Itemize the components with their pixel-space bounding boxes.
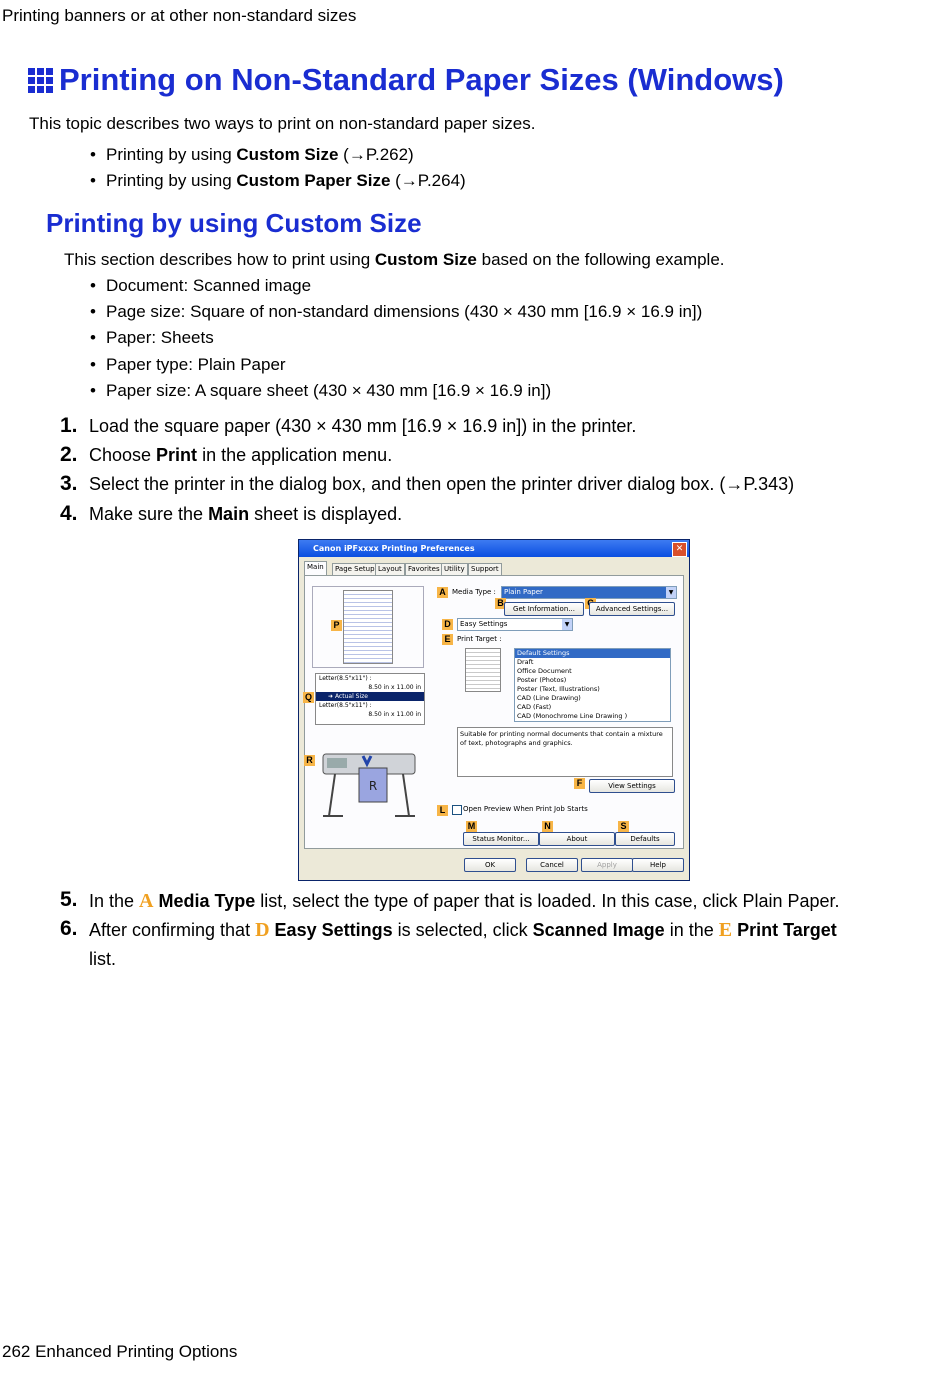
list-item[interactable]: Office Document bbox=[517, 667, 572, 675]
close-icon[interactable]: ✕ bbox=[672, 542, 687, 557]
dialog-title: Canon iPFxxxx Printing Preferences bbox=[299, 540, 689, 557]
list-item[interactable]: CAD (Monochrome Line Drawing ) bbox=[517, 712, 628, 720]
label-e: E bbox=[442, 634, 453, 645]
tab-page-setup[interactable]: Page Setup bbox=[332, 563, 378, 576]
list-item[interactable]: Default Settings bbox=[515, 649, 670, 658]
page-preview bbox=[343, 590, 393, 664]
section-title: Printing by using Custom Size bbox=[46, 208, 422, 238]
step-number: 2. bbox=[60, 443, 78, 466]
list-item[interactable]: Draft bbox=[517, 658, 534, 666]
label-l: L bbox=[437, 805, 448, 816]
media-type-label: Media Type : bbox=[452, 588, 496, 596]
preview-checkbox-label: Open Preview When Print Job Starts bbox=[463, 805, 588, 813]
running-footer: 262 Enhanced Printing Options bbox=[2, 1342, 238, 1361]
media-type-select[interactable]: Plain Paper ▼ bbox=[501, 586, 677, 599]
tab-utility[interactable]: Utility bbox=[441, 563, 468, 576]
page-title-text: Printing on Non-Standard Paper Sizes (Windows) bbox=[59, 62, 784, 97]
label-q: Q bbox=[304, 692, 312, 702]
apply-button[interactable]: Apply bbox=[581, 858, 633, 872]
running-header: Printing banners or at other non-standard sizes bbox=[2, 6, 357, 25]
example-bullet: • Paper: Sheets bbox=[106, 328, 214, 348]
print-target-label: Print Target : bbox=[457, 635, 502, 643]
intro-bullet: • Printing by using Custom Size (→P.262) bbox=[106, 145, 414, 165]
cancel-button[interactable]: Cancel bbox=[526, 858, 578, 872]
tab-layout[interactable]: Layout bbox=[375, 563, 405, 576]
printer-preferences-dialog bbox=[298, 539, 690, 881]
label-f: F bbox=[574, 778, 585, 789]
list-item[interactable]: Poster (Photos) bbox=[517, 676, 567, 684]
chevron-down-icon: ▼ bbox=[562, 619, 572, 630]
get-information-button[interactable]: Get Information... bbox=[504, 602, 584, 616]
main-sheet bbox=[304, 575, 684, 849]
tab-favorites[interactable]: Favorites bbox=[405, 563, 443, 576]
label-d: D bbox=[442, 619, 453, 630]
label-p: P bbox=[331, 620, 342, 631]
page-title bbox=[28, 62, 784, 98]
arrow-down-icon: ➜ bbox=[328, 693, 335, 700]
step-text: Choose Print in the application menu. bbox=[89, 445, 393, 465]
printer-illustration bbox=[319, 734, 419, 824]
step-text: In the A Media Type list, select the type of paper that is loaded. In this case, click Plain Paper. bbox=[89, 890, 840, 912]
help-button[interactable]: Help bbox=[632, 858, 684, 872]
list-item[interactable]: Poster (Text, Illustrations) bbox=[517, 685, 600, 693]
example-bullet: • Paper type: Plain Paper bbox=[106, 355, 286, 375]
svg-text:R: R bbox=[368, 779, 378, 793]
description-box: Suitable for printing normal documents that contain a mixture of text, photographs and graphics. bbox=[457, 727, 673, 777]
ok-button[interactable]: OK bbox=[464, 858, 516, 872]
easy-settings-select[interactable]: Easy Settings ▼ bbox=[457, 618, 573, 631]
label-r: R bbox=[304, 755, 315, 766]
chevron-down-icon: ▼ bbox=[666, 587, 676, 598]
list-item[interactable]: CAD (Line Drawing) bbox=[517, 694, 581, 702]
preview-checkbox[interactable] bbox=[452, 805, 462, 815]
label-n: N bbox=[542, 821, 553, 832]
step-number: 4. bbox=[60, 502, 78, 525]
paper-size-info: Letter(8.5"x11") : 8.50 in x 11.00 in ➜ Actual Size Letter(8.5"x11") : 8.50 in x 11.00 in bbox=[315, 673, 425, 725]
intro-text: This topic describes two ways to print on non-standard paper sizes. bbox=[29, 114, 536, 133]
list-item[interactable]: CAD (Fast) bbox=[517, 703, 552, 711]
step-text-continued: list. bbox=[89, 949, 116, 969]
step-number: 1. bbox=[60, 414, 78, 437]
section-intro: This section describes how to print using Custom Size based on the following example. bbox=[64, 250, 725, 269]
example-bullet: • Document: Scanned image bbox=[106, 276, 311, 296]
status-monitor-button[interactable]: Status Monitor... bbox=[463, 832, 539, 846]
step-number: 6. bbox=[60, 917, 78, 940]
label-b: B bbox=[495, 598, 506, 609]
intro-bullet: • Printing by using Custom Paper Size (→P.264) bbox=[106, 171, 466, 191]
label-s: S bbox=[618, 821, 629, 832]
step-text: Load the square paper (430 × 430 mm [16.9 × 16.9 in]) in the printer. bbox=[89, 416, 637, 436]
step-text: Select the printer in the dialog box, and then open the printer driver dialog box. (→P.343) bbox=[89, 474, 795, 494]
example-bullet: • Paper size: A square sheet (430 × 430 mm [16.9 × 16.9 in]) bbox=[106, 381, 551, 401]
about-button[interactable]: About bbox=[539, 832, 615, 846]
target-preview bbox=[465, 648, 501, 692]
step-text: Make sure the Main sheet is displayed. bbox=[89, 504, 403, 524]
example-bullet: • Page size: Square of non-standard dimensions (430 × 430 mm [16.9 × 16.9 in]) bbox=[106, 302, 702, 322]
label-a: A bbox=[437, 587, 448, 598]
print-target-list[interactable] bbox=[514, 648, 671, 722]
tab-support[interactable]: Support bbox=[468, 563, 502, 576]
step-number: 5. bbox=[60, 888, 78, 911]
advanced-settings-button[interactable]: Advanced Settings... bbox=[589, 602, 675, 616]
step-number: 3. bbox=[60, 472, 78, 495]
step-text: After confirming that D Easy Settings is selected, click Scanned Image in the E Print Target bbox=[89, 919, 837, 941]
defaults-button[interactable]: Defaults bbox=[615, 832, 675, 846]
view-settings-button[interactable]: View Settings bbox=[589, 779, 675, 793]
grid-icon bbox=[28, 68, 53, 93]
label-m: M bbox=[467, 821, 476, 831]
tab-main[interactable]: Main bbox=[304, 561, 327, 575]
